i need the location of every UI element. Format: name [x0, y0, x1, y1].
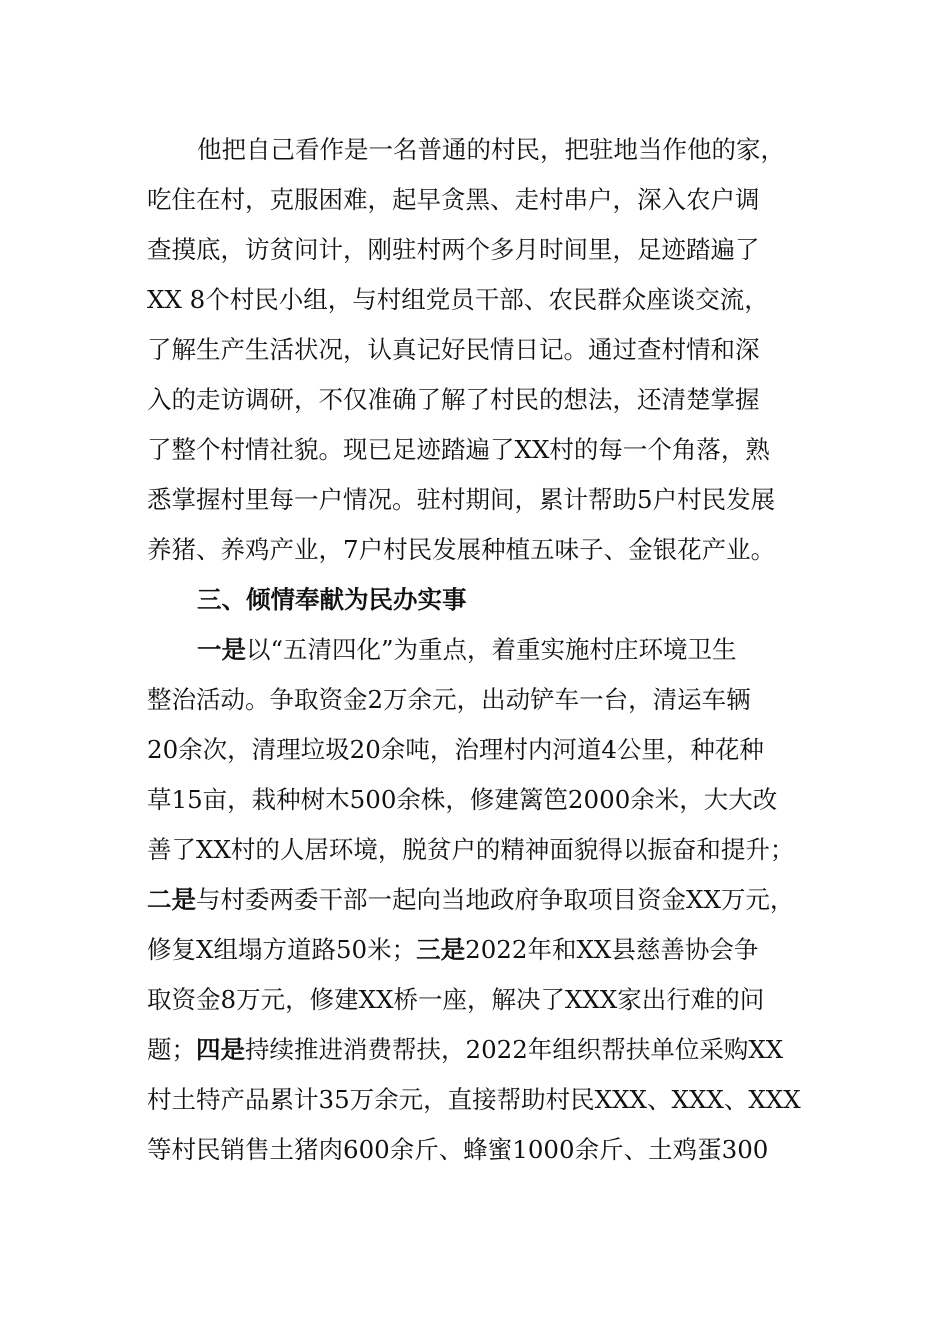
line-text: 与村委两委干部一起向当地政府争取项目资金XX万元，	[196, 885, 795, 914]
paragraph-line: 整治活动。争取资金2万余元，出动铲车一台，清运车辆	[147, 685, 751, 714]
paragraph-line: 草15亩，栽种树木500余株，修建篱笆2000余米，大大改	[147, 785, 778, 814]
paragraph-line: 悉掌握村里每一户情况。驻村期间，累计帮助5户村民发展	[147, 485, 776, 514]
paragraph-line: 他把自己看作是一名普通的村民，把驻地当作他的家，	[197, 135, 785, 164]
line-text: 修复X组塌方道路50米；	[147, 935, 417, 964]
bold-lead: 二是	[147, 885, 196, 914]
paragraph-line: 吃住在村，克服困难，起早贪黑、走村串户，深入农户调	[147, 185, 760, 214]
paragraph-line	[197, 625, 737, 675]
section-heading: 三、倾情奉献为民办实事	[197, 585, 467, 614]
paragraph-line: 了整个村情社貌。现已足迹踏遍了XX村的每一个角落，熟	[147, 435, 770, 464]
paragraph-line: 了解生产生活状况，认真记好民情日记。通过查村情和深	[147, 335, 760, 364]
line-text: 以“五清四化”为重点，着重实施村庄环境卫生	[246, 635, 737, 664]
paragraph-line	[147, 925, 758, 975]
paragraph-line	[147, 875, 794, 925]
bold-lead: 一是	[197, 635, 246, 664]
line-text: 题；	[147, 1035, 196, 1064]
paragraph-line: 20余次，清理垃圾20余吨，治理村内河道4公里，种花种	[147, 735, 764, 764]
paragraph-line: 养猪、养鸡产业，7户村民发展种植五味子、金银花产业。	[147, 535, 776, 564]
bold-lead: 四是	[196, 1035, 245, 1064]
paragraph-line: 村土特产品累计35万余元，直接帮助村民XXX、XXX、XXX	[147, 1085, 801, 1114]
paragraph-line: 等村民销售土猪肉600余斤、蜂蜜1000余斤、土鸡蛋300	[147, 1135, 769, 1164]
bold-lead: 三是	[416, 935, 466, 964]
line-text: 持续推进消费帮扶，2022年组织帮扶单位采购XX	[245, 1035, 784, 1064]
line-text: 2022年和XX县慈善协会争	[465, 935, 759, 964]
paragraph-line: 取资金8万元，修建XX桥一座，解决了XXX家出行难的问	[147, 985, 765, 1014]
paragraph-line: 善了XX村的人居环境，脱贫户的精神面貌得以振奋和提升；	[147, 835, 795, 864]
paragraph-line	[147, 1025, 783, 1075]
paragraph-line: XX 8个村民小组，与村组党员干部、农民群众座谈交流，	[147, 285, 769, 314]
paragraph-line: 入的走访调研，不仅准确了解了村民的想法，还清楚掌握	[147, 385, 760, 414]
paragraph-line: 查摸底，访贫问计，刚驻村两个多月时间里，足迹踏遍了	[147, 235, 760, 264]
